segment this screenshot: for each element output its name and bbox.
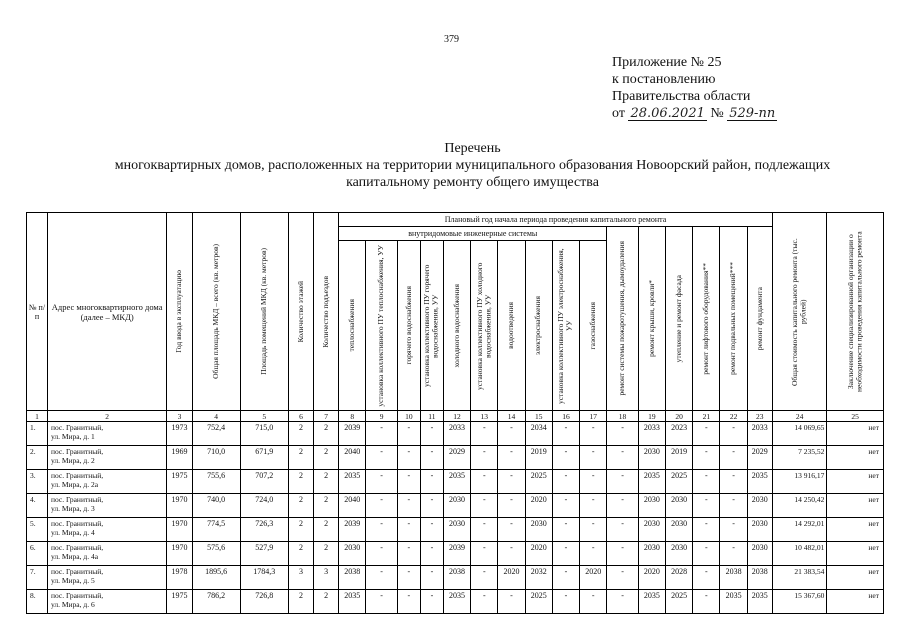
value-cell: 2035 xyxy=(747,590,772,614)
value-cell: 2039 xyxy=(443,542,470,566)
value-cell: - xyxy=(420,470,443,494)
value-cell: 2030 xyxy=(747,494,772,518)
value-cell: - xyxy=(580,590,607,614)
address-cell: пос. Гранитный, ул. Мира, д. 6 xyxy=(47,590,166,614)
header-floors: Количество этажей xyxy=(288,213,313,411)
value-cell: - xyxy=(498,542,525,566)
value-cell: - xyxy=(498,590,525,614)
value-cell: - xyxy=(693,446,720,470)
value-cell: - xyxy=(693,542,720,566)
value-cell: 575,6 xyxy=(192,542,240,566)
header-fire-smoke: ремонт системы пожаротушения, дымоудаления xyxy=(607,227,638,411)
value-cell: 2 xyxy=(314,494,339,518)
header-heating: теплоснабжения xyxy=(339,241,366,411)
value-cell: 2 xyxy=(288,470,313,494)
value-cell: - xyxy=(471,470,498,494)
header-gas: газоснабжения xyxy=(580,241,607,411)
value-cell: - xyxy=(397,590,420,614)
table-row xyxy=(27,470,884,494)
value-cell: - xyxy=(420,518,443,542)
column-number: 4 xyxy=(192,411,240,422)
header-conclusion: Заключение специализированной организации о необходимости проведения капитального ремонта xyxy=(827,213,884,411)
column-number: 17 xyxy=(580,411,607,422)
value-cell: 2020 xyxy=(638,566,665,590)
value-cell: 2038 xyxy=(747,566,772,590)
column-number: 7 xyxy=(314,411,339,422)
value-cell: - xyxy=(552,446,579,470)
value-cell: - xyxy=(420,446,443,470)
header-total-area: Общая площадь МКД – всего (кв. метров) xyxy=(192,213,240,411)
value-cell: - xyxy=(552,422,579,446)
value-cell: 2025 xyxy=(665,470,692,494)
value-cell: 2 xyxy=(314,422,339,446)
value-cell: - xyxy=(397,566,420,590)
value-cell: 752,4 xyxy=(192,422,240,446)
row-number: 2. xyxy=(27,446,48,470)
value-cell: 2 xyxy=(314,446,339,470)
appendix-line-2: к постановлению xyxy=(612,72,716,87)
value-cell: 2040 xyxy=(339,494,366,518)
header-facade: утепление и ремонт фасада xyxy=(665,227,692,411)
value-cell: - xyxy=(552,470,579,494)
value-cell: - xyxy=(397,422,420,446)
housing-table xyxy=(26,212,884,614)
value-cell: 2030 xyxy=(665,494,692,518)
value-cell: - xyxy=(607,446,638,470)
value-cell: 2030 xyxy=(638,494,665,518)
value-cell: 2035 xyxy=(339,470,366,494)
value-cell: - xyxy=(471,542,498,566)
from-label: от xyxy=(612,106,625,121)
header-premises-area: Площадь помещений МКД (кв. метров) xyxy=(240,213,288,411)
cost-cell: 14 292,01 xyxy=(772,518,826,542)
value-cell: - xyxy=(498,422,525,446)
value-cell: 2035 xyxy=(339,590,366,614)
value-cell: - xyxy=(720,494,747,518)
value-cell: 2030 xyxy=(443,494,470,518)
value-cell: 2035 xyxy=(638,590,665,614)
value-cell: - xyxy=(366,422,397,446)
conclusion-cell: нет xyxy=(827,422,884,446)
value-cell: 2040 xyxy=(339,446,366,470)
header-cold-water: холодного водоснабжения xyxy=(443,241,470,411)
header-electricity: электроснабжения xyxy=(525,241,552,411)
value-cell: - xyxy=(397,494,420,518)
value-cell: 2025 xyxy=(665,590,692,614)
column-number: 3 xyxy=(167,411,192,422)
column-number: 10 xyxy=(397,411,420,422)
conclusion-cell: нет xyxy=(827,518,884,542)
title-line-2: многоквартирных домов, расположенных на территории муниципального образования Новоорский район, подлежащих xyxy=(114,158,831,173)
value-cell: - xyxy=(580,494,607,518)
conclusion-cell: нет xyxy=(827,470,884,494)
value-cell: - xyxy=(471,422,498,446)
title-line-1: Перечень xyxy=(444,141,501,156)
header-year-built: Год ввода в эксплуатацию xyxy=(167,213,192,411)
value-cell: 2030 xyxy=(665,542,692,566)
value-cell: 1970 xyxy=(167,494,192,518)
address-cell: пос. Гранитный, ул. Мира, д. 4 xyxy=(47,518,166,542)
value-cell: 1969 xyxy=(167,446,192,470)
value-cell: - xyxy=(607,590,638,614)
value-cell: 2 xyxy=(314,470,339,494)
column-number: 13 xyxy=(471,411,498,422)
header-elevator: ремонт лифтового оборудования** xyxy=(693,227,720,411)
value-cell: - xyxy=(498,518,525,542)
value-cell: - xyxy=(693,422,720,446)
value-cell: 2030 xyxy=(747,542,772,566)
value-cell: 2030 xyxy=(525,518,552,542)
value-cell: 2020 xyxy=(525,542,552,566)
value-cell: 774,5 xyxy=(192,518,240,542)
header-foundation: ремонт фундамента xyxy=(747,227,772,411)
appendix-block xyxy=(612,54,777,122)
value-cell: - xyxy=(366,494,397,518)
value-cell: 2030 xyxy=(638,446,665,470)
value-cell: 2038 xyxy=(443,566,470,590)
value-cell: 2020 xyxy=(525,494,552,518)
column-number: 18 xyxy=(607,411,638,422)
value-cell: - xyxy=(580,470,607,494)
cost-cell: 14 069,65 xyxy=(772,422,826,446)
value-cell: 2025 xyxy=(525,470,552,494)
value-cell: 2020 xyxy=(580,566,607,590)
value-cell: 2 xyxy=(288,542,313,566)
value-cell: - xyxy=(580,542,607,566)
value-cell: 671,9 xyxy=(240,446,288,470)
header-total-cost: Общая стоимость капитального ремонта (тыс. рублей) xyxy=(772,213,826,411)
value-cell: 1784,3 xyxy=(240,566,288,590)
value-cell: - xyxy=(720,542,747,566)
value-cell: - xyxy=(420,542,443,566)
value-cell: - xyxy=(607,494,638,518)
value-cell: 3 xyxy=(314,566,339,590)
value-cell: 2020 xyxy=(498,566,525,590)
cost-cell: 15 367,60 xyxy=(772,590,826,614)
conclusion-cell: нет xyxy=(827,566,884,590)
value-cell: 2033 xyxy=(638,422,665,446)
column-number: 22 xyxy=(720,411,747,422)
value-cell: 2039 xyxy=(339,422,366,446)
value-cell: 740,0 xyxy=(192,494,240,518)
table-row xyxy=(27,494,884,518)
row-number: 8. xyxy=(27,590,48,614)
value-cell: - xyxy=(366,470,397,494)
table-row xyxy=(27,422,884,446)
value-cell: - xyxy=(580,446,607,470)
value-cell: - xyxy=(397,470,420,494)
header-pu-cold-water: установка коллективного ПУ холодного водоснабжения, УУ xyxy=(471,241,498,411)
column-number: 14 xyxy=(498,411,525,422)
data-rows xyxy=(27,422,884,614)
value-cell: 1978 xyxy=(167,566,192,590)
appendix-line-3: Правительства области xyxy=(612,89,751,104)
appendix-line-1: Приложение № 25 xyxy=(612,55,722,70)
header-pu-electricity: установка коллективного ПУ электроснабжения, УУ xyxy=(552,241,579,411)
value-cell: - xyxy=(366,542,397,566)
header-roof: ремонт крыши, кровли* xyxy=(638,227,665,411)
header-address: Адрес многоквартирного дома (далее – МКД) xyxy=(47,213,166,411)
header-basement: ремонт подвальных помещений*** xyxy=(720,227,747,411)
value-cell: - xyxy=(420,590,443,614)
header-no: № п/п xyxy=(27,213,48,411)
value-cell: 2 xyxy=(314,542,339,566)
value-cell: 2 xyxy=(288,590,313,614)
value-cell: 726,8 xyxy=(240,590,288,614)
value-cell: 2030 xyxy=(747,518,772,542)
column-number-row-group xyxy=(27,411,884,422)
column-number: 8 xyxy=(339,411,366,422)
value-cell: - xyxy=(552,518,579,542)
header-sewerage: водоотведения xyxy=(498,241,525,411)
value-cell: 527,9 xyxy=(240,542,288,566)
column-number-row xyxy=(27,411,884,422)
value-cell: - xyxy=(397,446,420,470)
value-cell: 2 xyxy=(288,446,313,470)
value-cell: 2035 xyxy=(443,470,470,494)
row-number: 1. xyxy=(27,422,48,446)
address-cell: пос. Гранитный, ул. Мира, д. 4а xyxy=(47,542,166,566)
column-number: 9 xyxy=(366,411,397,422)
value-cell: - xyxy=(552,494,579,518)
value-cell: 2030 xyxy=(638,518,665,542)
value-cell: 2 xyxy=(288,494,313,518)
value-cell: - xyxy=(366,446,397,470)
column-number: 19 xyxy=(638,411,665,422)
number-label: № xyxy=(710,106,724,121)
row-number: 5. xyxy=(27,518,48,542)
conclusion-cell: нет xyxy=(827,446,884,470)
value-cell: 2039 xyxy=(339,518,366,542)
value-cell: 1970 xyxy=(167,518,192,542)
address-cell: пос. Гранитный, ул. Мира, д. 2а xyxy=(47,470,166,494)
value-cell: 786,2 xyxy=(192,590,240,614)
value-cell: 1895,6 xyxy=(192,566,240,590)
row-number: 6. xyxy=(27,542,48,566)
title-line-3: капитальному ремонту общего имущества xyxy=(346,175,599,190)
row-number: 4. xyxy=(27,494,48,518)
value-cell: 2023 xyxy=(665,422,692,446)
value-cell: - xyxy=(693,494,720,518)
value-cell: 2 xyxy=(314,518,339,542)
value-cell: - xyxy=(366,566,397,590)
value-cell: 2030 xyxy=(665,518,692,542)
handwritten-number: 529-пп xyxy=(729,106,776,121)
value-cell: - xyxy=(607,542,638,566)
conclusion-cell: нет xyxy=(827,590,884,614)
value-cell: 1975 xyxy=(167,470,192,494)
page-number: 379 xyxy=(444,34,459,45)
value-cell: - xyxy=(471,494,498,518)
value-cell: 715,0 xyxy=(240,422,288,446)
value-cell: 2 xyxy=(288,518,313,542)
cost-cell: 10 482,01 xyxy=(772,542,826,566)
value-cell: 2019 xyxy=(525,446,552,470)
handwritten-date: 28.06.2021 xyxy=(630,106,705,121)
address-cell: пос. Гранитный, ул. Мира, д. 5 xyxy=(47,566,166,590)
value-cell: - xyxy=(498,470,525,494)
value-cell: - xyxy=(552,590,579,614)
row-number: 3. xyxy=(27,470,48,494)
value-cell: - xyxy=(580,518,607,542)
value-cell: - xyxy=(607,470,638,494)
conclusion-cell: нет xyxy=(827,494,884,518)
column-number: 20 xyxy=(665,411,692,422)
column-number: 11 xyxy=(420,411,443,422)
value-cell: - xyxy=(366,518,397,542)
value-cell: 2030 xyxy=(443,518,470,542)
value-cell: - xyxy=(720,446,747,470)
value-cell: - xyxy=(552,542,579,566)
column-number: 12 xyxy=(443,411,470,422)
column-number: 15 xyxy=(525,411,552,422)
value-cell: - xyxy=(693,566,720,590)
address-cell: пос. Гранитный, ул. Мира, д. 1 xyxy=(47,422,166,446)
value-cell: 2030 xyxy=(638,542,665,566)
value-cell: 2038 xyxy=(339,566,366,590)
value-cell: - xyxy=(693,518,720,542)
row-number: 7. xyxy=(27,566,48,590)
column-number: 6 xyxy=(288,411,313,422)
value-cell: 726,3 xyxy=(240,518,288,542)
value-cell: - xyxy=(720,470,747,494)
value-cell: - xyxy=(607,518,638,542)
value-cell: - xyxy=(397,518,420,542)
value-cell: 755,6 xyxy=(192,470,240,494)
value-cell: - xyxy=(552,566,579,590)
value-cell: - xyxy=(471,566,498,590)
value-cell: - xyxy=(397,542,420,566)
value-cell: - xyxy=(471,518,498,542)
value-cell: 1970 xyxy=(167,542,192,566)
value-cell: 710,0 xyxy=(192,446,240,470)
column-number: 21 xyxy=(693,411,720,422)
value-cell: 2034 xyxy=(525,422,552,446)
column-number: 1 xyxy=(27,411,48,422)
value-cell: 1973 xyxy=(167,422,192,446)
value-cell: 1975 xyxy=(167,590,192,614)
value-cell: - xyxy=(693,470,720,494)
address-cell: пос. Гранитный, ул. Мира, д. 3 xyxy=(47,494,166,518)
value-cell: 3 xyxy=(288,566,313,590)
address-cell: пос. Гранитный, ул. Мира, д. 2 xyxy=(47,446,166,470)
value-cell: 2035 xyxy=(443,590,470,614)
value-cell: - xyxy=(498,446,525,470)
header-plan-group: Плановый год начала периода проведения капитального ремонта xyxy=(339,213,773,227)
value-cell: - xyxy=(607,422,638,446)
table-row xyxy=(27,590,884,614)
value-cell: 2035 xyxy=(720,590,747,614)
value-cell: - xyxy=(471,590,498,614)
value-cell: - xyxy=(471,446,498,470)
value-cell: 2019 xyxy=(665,446,692,470)
value-cell: - xyxy=(720,518,747,542)
value-cell: 2 xyxy=(314,590,339,614)
header-entrances: Количество подъездов xyxy=(314,213,339,411)
value-cell: 2029 xyxy=(747,446,772,470)
value-cell: 2 xyxy=(288,422,313,446)
value-cell: 724,0 xyxy=(240,494,288,518)
table-row xyxy=(27,566,884,590)
value-cell: - xyxy=(580,422,607,446)
value-cell: - xyxy=(420,422,443,446)
column-number: 16 xyxy=(552,411,579,422)
value-cell: - xyxy=(693,590,720,614)
value-cell: 2032 xyxy=(525,566,552,590)
value-cell: 2029 xyxy=(443,446,470,470)
column-number: 24 xyxy=(772,411,826,422)
cost-cell: 7 235,52 xyxy=(772,446,826,470)
cost-cell: 21 383,54 xyxy=(772,566,826,590)
value-cell: - xyxy=(607,566,638,590)
conclusion-cell: нет xyxy=(827,542,884,566)
cost-cell: 14 250,42 xyxy=(772,494,826,518)
value-cell: - xyxy=(498,494,525,518)
value-cell: - xyxy=(420,566,443,590)
appendix-line-4 xyxy=(612,105,777,122)
column-number: 23 xyxy=(747,411,772,422)
column-number: 2 xyxy=(47,411,166,422)
value-cell: - xyxy=(420,494,443,518)
value-cell: 707,2 xyxy=(240,470,288,494)
table-row xyxy=(27,542,884,566)
cost-cell: 13 916,17 xyxy=(772,470,826,494)
column-number: 25 xyxy=(827,411,884,422)
table-row xyxy=(27,518,884,542)
value-cell: 2030 xyxy=(339,542,366,566)
table-row xyxy=(27,446,884,470)
value-cell: 2033 xyxy=(443,422,470,446)
value-cell: - xyxy=(366,590,397,614)
value-cell: 2033 xyxy=(747,422,772,446)
header-engineering-group: внутридомовые инженерные системы xyxy=(339,227,607,241)
value-cell: 2028 xyxy=(665,566,692,590)
column-number: 5 xyxy=(240,411,288,422)
value-cell: 2035 xyxy=(638,470,665,494)
header-hot-water: горячего водоснабжения xyxy=(397,241,420,411)
header-pu-hot-water: установка коллективного ПУ горячего водоснабжения, УУ xyxy=(420,241,443,411)
value-cell: 2035 xyxy=(747,470,772,494)
value-cell: 2038 xyxy=(720,566,747,590)
value-cell: - xyxy=(720,422,747,446)
header-pu-heating: установка коллективного ПУ теплоснабжения, УУ xyxy=(366,241,397,411)
value-cell: 2025 xyxy=(525,590,552,614)
document-title xyxy=(40,140,905,191)
